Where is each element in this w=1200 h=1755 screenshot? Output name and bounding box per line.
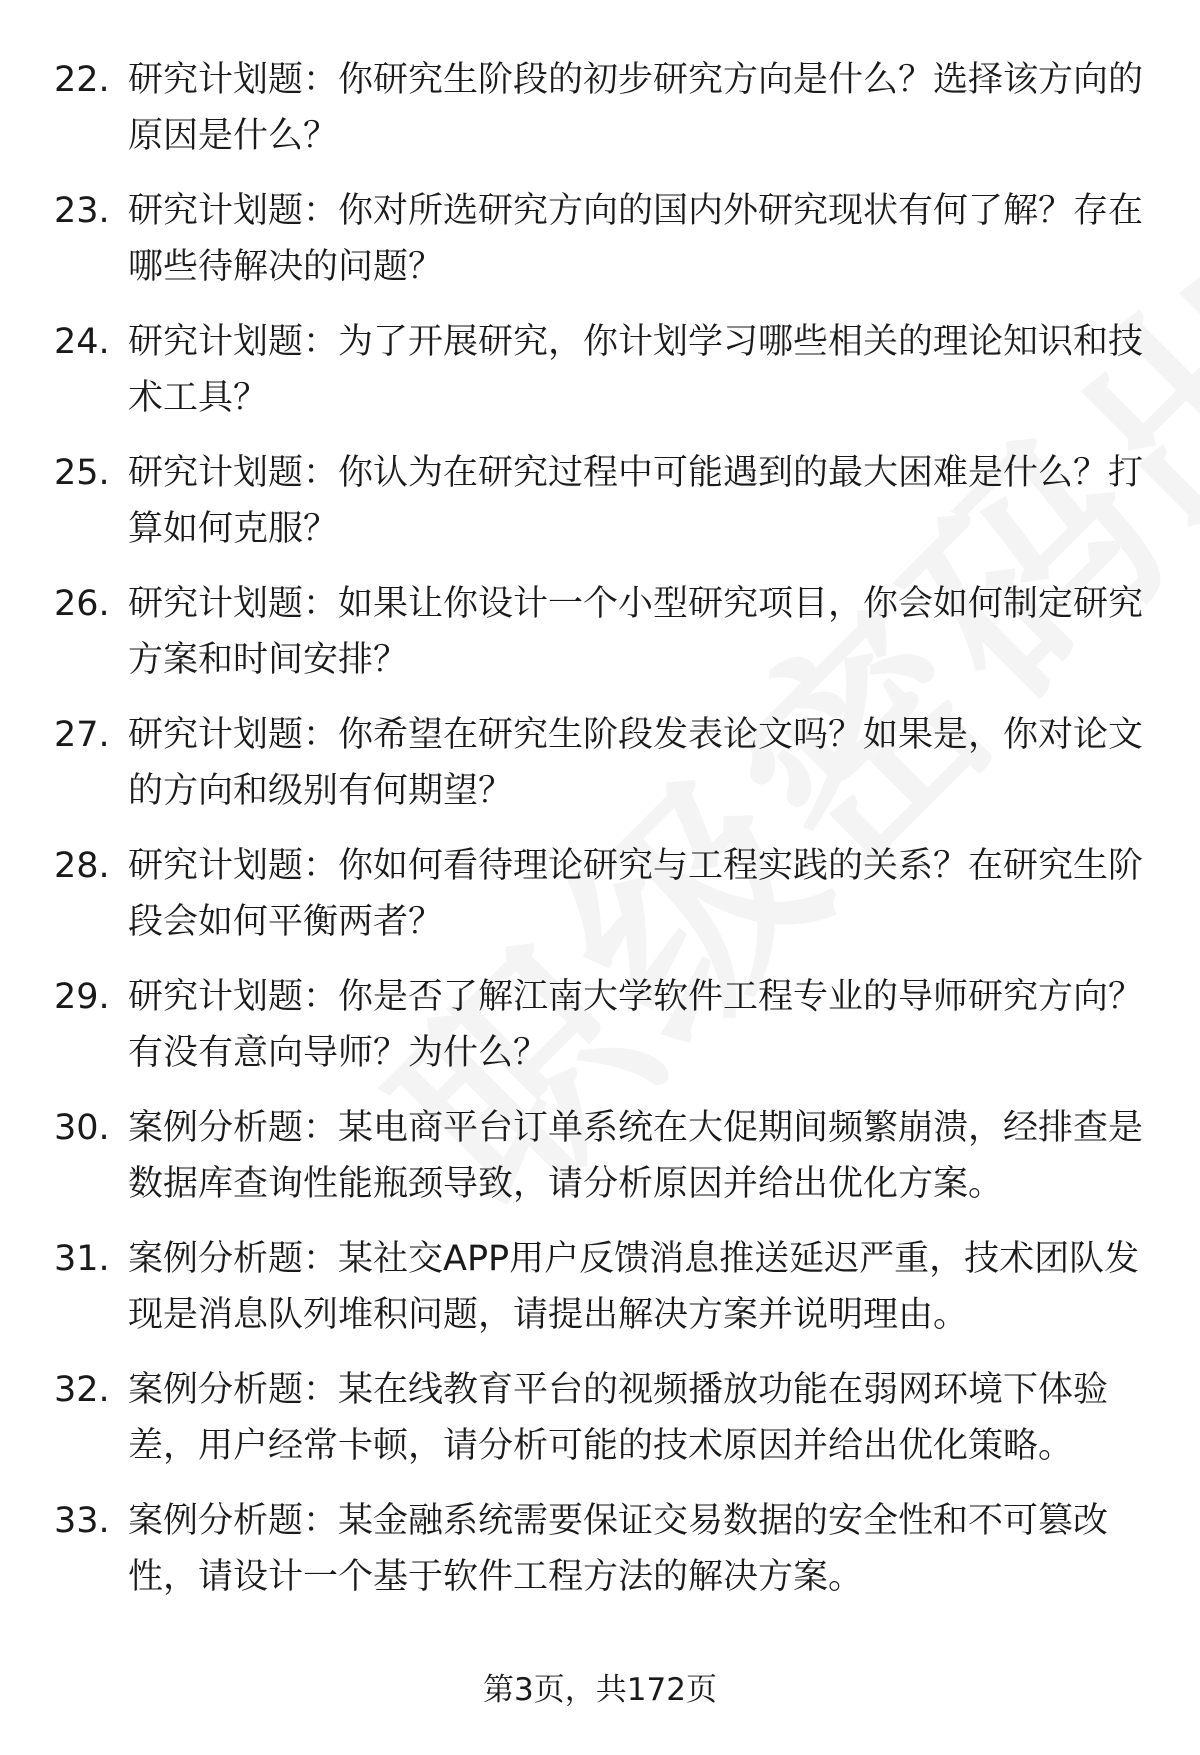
question-text: 研究计划题：你对所选研究方向的国内外研究现状有何了解？存在哪些待解决的问题？ — [128, 191, 1144, 287]
question-text: 案例分析题：某在线教育平台的视频播放功能在弱网环境下体验差，用户经常卡顿，请分析可能的技术原因并给出优化策略。 — [128, 1370, 1109, 1466]
question-item — [0, 1362, 1200, 1493]
question-number: 23. — [54, 191, 110, 231]
question-number: 30. — [54, 1108, 110, 1148]
question-item — [0, 707, 1200, 838]
question-number: 25. — [54, 453, 110, 493]
question-item — [0, 52, 1200, 183]
question-number: 26. — [54, 584, 110, 624]
question-number: 27. — [54, 715, 110, 755]
question-number: 24. — [54, 322, 110, 362]
question-text: 研究计划题：你认为在研究过程中可能遇到的最大困难是什么？打算如何克服？ — [128, 453, 1144, 549]
question-list — [0, 52, 1200, 1624]
question-number: 33. — [54, 1501, 110, 1541]
question-text: 研究计划题：你如何看待理论研究与工程实践的关系？在研究生阶段会如何平衡两者？ — [128, 846, 1144, 942]
question-text: 研究计划题：你是否了解江南大学软件工程专业的导师研究方向？有没有意向导师？为什么？ — [128, 977, 1144, 1073]
question-item — [0, 1231, 1200, 1362]
question-text: 研究计划题：如果让你设计一个小型研究项目，你会如何制定研究方案和时间安排？ — [128, 584, 1144, 680]
question-item — [0, 183, 1200, 314]
question-text: 案例分析题：某金融系统需要保证交易数据的安全性和不可篡改性，请设计一个基于软件工程方法的解决方案。 — [128, 1501, 1109, 1597]
question-text: 研究计划题：为了开展研究，你计划学习哪些相关的理论知识和技术工具？ — [128, 322, 1144, 418]
question-text: 研究计划题：你研究生阶段的初步研究方向是什么？选择该方向的原因是什么？ — [128, 60, 1144, 156]
question-number: 31. — [54, 1239, 110, 1279]
question-number: 32. — [54, 1370, 110, 1410]
question-item — [0, 576, 1200, 707]
question-item — [0, 838, 1200, 969]
question-text: 案例分析题：某社交APP用户反馈消息推送延迟严重，技术团队发现是消息队列堆积问题，请提出解决方案并说明理由。 — [128, 1239, 1140, 1335]
question-item — [0, 1100, 1200, 1231]
question-number: 28. — [54, 846, 110, 886]
question-text: 案例分析题：某电商平台订单系统在大促期间频繁崩溃，经排查是数据库查询性能瓶颈导致，请分析原因并给出优化方案。 — [128, 1108, 1144, 1204]
question-item — [0, 314, 1200, 445]
question-number: 29. — [54, 977, 110, 1017]
page-footer: 第3页，共172页 — [483, 1672, 717, 1708]
question-item — [0, 969, 1200, 1100]
question-text: 研究计划题：你希望在研究生阶段发表论文吗？如果是，你对论文的方向和级别有何期望？ — [128, 715, 1144, 811]
question-number: 22. — [54, 60, 110, 100]
question-item — [0, 1493, 1200, 1624]
question-item — [0, 445, 1200, 576]
